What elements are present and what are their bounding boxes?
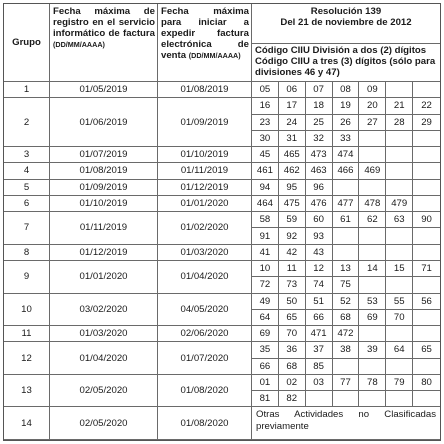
ciiu-code: 472 [333,326,360,342]
ciiu-code: 16 [252,98,279,114]
ciiu-code: 42 [279,245,306,261]
ciiu-code: 479 [386,196,413,212]
row-fecha-expedir: 01/12/2019 [158,180,252,196]
ciiu-code: 13 [333,261,360,277]
ciiu-code-empty [333,180,360,196]
row-grupo: 14 [4,407,50,440]
ciiu-code: 69 [252,326,279,342]
row-fecha-registro: 01/12/2019 [50,245,158,261]
row-fecha-registro: 01/03/2020 [50,326,158,342]
ciiu-code: 60 [306,212,333,228]
row-fecha-registro: 02/05/2020 [50,375,158,408]
ciiu-code: 61 [333,212,360,228]
ciiu-code: 19 [333,98,360,114]
ciiu-code: 39 [359,342,386,358]
ciiu-code: 65 [413,342,440,358]
ciiu-code: 93 [306,228,333,244]
ciiu-code: 465 [279,147,306,163]
ciiu-code-empty [359,359,386,375]
row-fecha-expedir: 02/06/2020 [158,326,252,342]
ciiu-code: 469 [359,163,386,179]
header-grupo-label: Grupo [12,37,41,48]
header-fecha-registro-format: (DD/MM/AAAA) [53,40,105,49]
ciiu-code-empty [359,277,386,293]
row-otras-actividades: Otras Actividades no Clasificadas previamente [252,407,440,440]
ciiu-code: 70 [279,326,306,342]
ciiu-code-empty [413,131,440,147]
row-grupo: 7 [4,212,50,245]
ciiu-code: 474 [333,147,360,163]
ciiu-code: 82 [279,391,306,407]
ciiu-code: 37 [306,342,333,358]
ciiu-code: 69 [359,310,386,326]
ciiu-code: 96 [306,180,333,196]
ciiu-code-empty [413,82,440,98]
ciiu-code-empty [386,82,413,98]
ciiu-code: 74 [306,277,333,293]
header-grupo [4,4,50,82]
ciiu-code: 33 [333,131,360,147]
row-grupo: 2 [4,98,50,147]
ciiu-code: 06 [279,82,306,98]
ciiu-code: 62 [359,212,386,228]
header-fecha-registro [50,4,158,82]
row-fecha-expedir: 01/04/2020 [158,261,252,294]
row-fecha-expedir: 01/02/2020 [158,212,252,245]
ciiu-code: 68 [333,310,360,326]
ciiu-code: 26 [333,115,360,131]
ciiu-code-empty [413,147,440,163]
ciiu-code: 41 [252,245,279,261]
ciiu-code: 29 [413,115,440,131]
ciiu-code: 64 [386,342,413,358]
row-grupo: 6 [4,196,50,212]
ciiu-code: 24 [279,115,306,131]
row-fecha-registro: 01/05/2019 [50,82,158,98]
ciiu-code: 466 [333,163,360,179]
ciiu-code: 68 [279,359,306,375]
ciiu-code: 05 [252,82,279,98]
ciiu-code: 77 [333,375,360,391]
ciiu-code-empty [413,326,440,342]
header-fecha-expedir [158,4,252,82]
ciiu-code: 63 [386,212,413,228]
ciiu-code-empty [413,163,440,179]
row-grupo: 10 [4,294,50,327]
ciiu-code: 27 [359,115,386,131]
ciiu-code: 478 [359,196,386,212]
ciiu-code: 476 [306,196,333,212]
row-fecha-registro: 01/07/2019 [50,147,158,163]
ciiu-code: 462 [279,163,306,179]
ciiu-code: 45 [252,147,279,163]
ciiu-code-empty [413,277,440,293]
ciiu-code: 73 [279,277,306,293]
ciiu-code-empty [413,391,440,407]
ciiu-code: 10 [252,261,279,277]
ciiu-code: 58 [252,212,279,228]
ciiu-code: 12 [306,261,333,277]
ciiu-code: 66 [306,310,333,326]
row-fecha-expedir: 01/08/2020 [158,375,252,408]
ciiu-code: 56 [413,294,440,310]
row-fecha-registro: 01/08/2019 [50,163,158,179]
ciiu-code: 72 [252,277,279,293]
ciiu-code: 15 [386,261,413,277]
ciiu-code: 91 [252,228,279,244]
ciiu-code: 02 [279,375,306,391]
ciiu-code: 95 [279,180,306,196]
header-fecha-registro-label: Fecha máxima de registro en el servicio informático de factura [53,6,155,39]
ciiu-code-empty [386,391,413,407]
ciiu-code: 85 [306,359,333,375]
ciiu-code: 08 [333,82,360,98]
ciiu-code: 49 [252,294,279,310]
ciiu-code: 20 [359,98,386,114]
header-codigos-line1: Código CIIU División a dos (2) dígitos [255,45,427,56]
row-fecha-expedir: 01/07/2020 [158,342,252,375]
ciiu-code: 51 [306,294,333,310]
ciiu-code: 78 [359,375,386,391]
ciiu-code: 43 [306,245,333,261]
row-grupo: 3 [4,147,50,163]
ciiu-code-empty [386,131,413,147]
ciiu-code: 09 [359,82,386,98]
ciiu-code: 90 [413,212,440,228]
row-fecha-expedir: 01/11/2019 [158,163,252,179]
ciiu-code-empty [333,391,360,407]
ciiu-code: 28 [386,115,413,131]
ciiu-code: 66 [252,359,279,375]
ciiu-code: 80 [413,375,440,391]
row-grupo: 11 [4,326,50,342]
ciiu-code: 71 [413,261,440,277]
ciiu-code-empty [386,359,413,375]
ciiu-code: 53 [359,294,386,310]
ciiu-code: 461 [252,163,279,179]
ciiu-code: 01 [252,375,279,391]
ciiu-code: 50 [279,294,306,310]
ciiu-code: 94 [252,180,279,196]
ciiu-code: 463 [306,163,333,179]
ciiu-code-empty [386,277,413,293]
ciiu-code: 31 [279,131,306,147]
row-fecha-registro: 01/10/2019 [50,196,158,212]
row-fecha-registro: 03/02/2020 [50,294,158,327]
ciiu-code-empty [359,131,386,147]
ciiu-code: 65 [279,310,306,326]
ciiu-code-empty [359,326,386,342]
ciiu-code-empty [359,228,386,244]
row-fecha-registro: 01/11/2019 [50,212,158,245]
ciiu-code: 475 [279,196,306,212]
row-fecha-expedir: 01/10/2019 [158,147,252,163]
row-grupo: 8 [4,245,50,261]
row-fecha-registro: 01/01/2020 [50,261,158,294]
ciiu-code: 17 [279,98,306,114]
row-grupo: 12 [4,342,50,375]
ciiu-code: 38 [333,342,360,358]
ciiu-code: 81 [252,391,279,407]
header-resolucion [252,4,440,44]
ciiu-code-empty [333,359,360,375]
row-fecha-registro: 02/05/2020 [50,407,158,440]
ciiu-code: 07 [306,82,333,98]
row-grupo: 9 [4,261,50,294]
ciiu-code-empty [386,163,413,179]
header-codigos [252,44,440,82]
ciiu-code: 52 [333,294,360,310]
ciiu-schedule-table [3,3,441,441]
ciiu-code: 79 [386,375,413,391]
row-fecha-registro: 01/06/2019 [50,98,158,147]
row-fecha-expedir: 01/09/2019 [158,98,252,147]
ciiu-code: 92 [279,228,306,244]
ciiu-code-empty [386,245,413,261]
header-resolucion-title: Resolución 139 [310,6,382,17]
ciiu-code: 35 [252,342,279,358]
ciiu-code: 18 [306,98,333,114]
row-fecha-expedir: 01/01/2020 [158,196,252,212]
ciiu-code: 471 [306,326,333,342]
row-fecha-expedir: 04/05/2020 [158,294,252,327]
ciiu-code: 25 [306,115,333,131]
row-fecha-expedir: 01/03/2020 [158,245,252,261]
row-grupo: 5 [4,180,50,196]
ciiu-code: 59 [279,212,306,228]
row-fecha-expedir: 01/08/2019 [158,82,252,98]
ciiu-code: 75 [333,277,360,293]
ciiu-code: 64 [252,310,279,326]
ciiu-code: 23 [252,115,279,131]
ciiu-code-empty [359,180,386,196]
ciiu-code: 11 [279,261,306,277]
ciiu-code-empty [413,180,440,196]
ciiu-code-empty [359,147,386,163]
ciiu-code: 21 [386,98,413,114]
ciiu-code: 32 [306,131,333,147]
row-fecha-registro: 01/09/2019 [50,180,158,196]
ciiu-code: 22 [413,98,440,114]
header-resolucion-date: Del 21 de noviembre de 2012 [280,17,412,28]
ciiu-code: 03 [306,375,333,391]
ciiu-code-empty [386,326,413,342]
row-fecha-expedir: 01/08/2020 [158,407,252,440]
ciiu-code-empty [413,245,440,261]
ciiu-code-empty [413,228,440,244]
ciiu-code-empty [386,228,413,244]
row-grupo: 13 [4,375,50,408]
header-fecha-expedir-format: (DD/MM/AAAA) [188,51,241,60]
ciiu-code: 36 [279,342,306,358]
ciiu-code-empty [413,196,440,212]
ciiu-code: 14 [359,261,386,277]
ciiu-code-empty [333,245,360,261]
ciiu-code: 70 [386,310,413,326]
ciiu-code: 464 [252,196,279,212]
ciiu-code: 55 [386,294,413,310]
ciiu-code-empty [333,228,360,244]
ciiu-code: 477 [333,196,360,212]
row-grupo: 4 [4,163,50,179]
ciiu-code-empty [386,147,413,163]
ciiu-code-empty [386,180,413,196]
ciiu-code: 473 [306,147,333,163]
header-fecha-expedir-label: Fecha máxima para iniciar a expedir factura electrónica de venta [161,6,249,61]
header-codigos-line2: Código CIIU a tres (3) dígitos (sólo para divisiones 46 y 47) [255,56,436,78]
ciiu-code-empty [306,391,333,407]
ciiu-code-empty [413,359,440,375]
ciiu-code: 30 [252,131,279,147]
row-grupo: 1 [4,82,50,98]
row-fecha-registro: 01/04/2020 [50,342,158,375]
ciiu-code-empty [359,391,386,407]
ciiu-code-empty [413,310,440,326]
ciiu-code-empty [359,245,386,261]
